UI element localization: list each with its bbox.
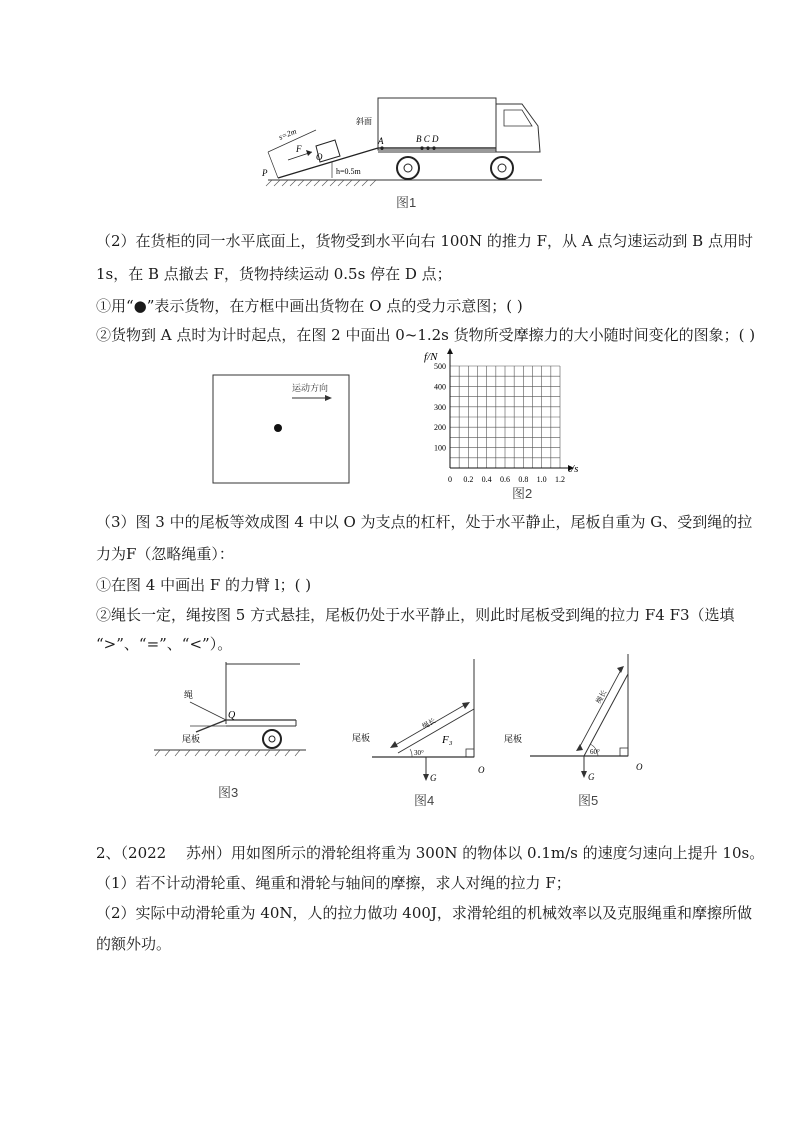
q-2-sub2: （2）实际中动滑轮重为 40N，人的拉力做功 400J，求滑轮组的机械效率以及克服绳重和摩擦所做 bbox=[96, 904, 752, 922]
figure-4-lever bbox=[348, 655, 498, 785]
y-tick-label: 400 bbox=[434, 382, 446, 392]
q3-item1: ①在图 4 中画出 F 的力臂 l；( ) bbox=[96, 576, 312, 594]
fig4-F-label: F₃ bbox=[442, 734, 453, 746]
fig4-caption: 图4 bbox=[414, 793, 435, 808]
fig1-label-O: O bbox=[316, 152, 323, 162]
x-tick-label: 0.6 bbox=[500, 475, 510, 484]
y-tick-label: 200 bbox=[434, 423, 446, 433]
q3-line1: （3）图 3 中的尾板等效成图 4 中以 O 为支点的杠杆，处于水平静止，尾板自重为 G、受到绳的拉 bbox=[96, 513, 753, 531]
fig4-G-label: G bbox=[430, 773, 437, 783]
figure-5-lever bbox=[500, 648, 650, 788]
x-tick-label: 0.8 bbox=[518, 475, 529, 484]
fig4-O-label: O bbox=[478, 765, 485, 775]
fig1-label-s: s=2m bbox=[277, 126, 298, 142]
fig5-O-label: O bbox=[636, 762, 643, 772]
q2-line1: （2）在货柜的同一水平底面上，货物受到水平向右 100N 的推力 F，从 A 点匀速运动到 B 点用时 bbox=[96, 232, 753, 250]
fig3-tail-label: 尾板 bbox=[182, 734, 201, 744]
fig5-tail-label: 尾板 bbox=[504, 734, 523, 744]
q2-item1: ①用“●”表示货物，在方框中画出货物在 O 点的受力示意图；( ) bbox=[96, 297, 523, 315]
fig4-tail-label: 尾板 bbox=[352, 733, 371, 743]
figure-2-grid-chart[interactable] bbox=[410, 340, 590, 498]
fig5-caption: 图5 bbox=[578, 793, 599, 808]
box-arrow-label: 运动方向 bbox=[292, 383, 329, 393]
fig5-angle-label: 60° bbox=[590, 748, 600, 756]
fig2-caption: 图2 bbox=[512, 486, 533, 501]
x-tick-label: 0.2 bbox=[463, 475, 474, 484]
q-2-sub2b: 的额外功。 bbox=[96, 935, 172, 953]
fig1-label-BCD: B C D bbox=[416, 134, 439, 144]
x-tick-label: 0 bbox=[448, 475, 452, 484]
q3-line2: 力为F（忽略绳重）： bbox=[96, 545, 234, 563]
force-diagram-box[interactable] bbox=[212, 374, 352, 486]
figure-1-truck bbox=[260, 90, 550, 190]
fig3-rope-label: 绳 bbox=[184, 690, 194, 700]
fig1-label-F: F bbox=[296, 144, 302, 154]
x-tick-label: 1.0 bbox=[536, 475, 547, 484]
q2-line2: 1s，在 B 点撤去 F，货物持续运动 0.5s 停在 D 点； bbox=[96, 265, 452, 283]
q3-item2b: “>”、“=”、“<”）。 bbox=[96, 635, 233, 653]
fig1-label-A: A bbox=[378, 136, 384, 146]
fig3-Q-label: Q bbox=[228, 710, 236, 721]
fig4-rope-label: 绳长 bbox=[421, 716, 438, 731]
y-tick-label: 300 bbox=[434, 402, 446, 412]
fig1-label-h: h=0.5m bbox=[336, 167, 361, 176]
figure-3-tailgate bbox=[150, 662, 310, 767]
fig5-G-label: G bbox=[588, 772, 595, 782]
fig4-angle-label: 30° bbox=[414, 749, 424, 757]
cargo-dot bbox=[274, 424, 282, 432]
fig2-ylabel: f/N bbox=[424, 351, 438, 363]
fig5-rope-label: 绳长 bbox=[594, 688, 609, 705]
fig1-caption: 图1 bbox=[396, 195, 417, 210]
fig3-caption: 图3 bbox=[218, 785, 239, 800]
q2-item2: ②货物到 A 点时为计时起点，在图 2 中面出 0~1.2s 货物所受摩擦力的大小随时间变化的图象；( ) bbox=[96, 326, 756, 344]
x-tick-label: 1.2 bbox=[555, 475, 565, 484]
y-tick-label: 100 bbox=[434, 443, 446, 453]
fig1-label-P: P bbox=[262, 168, 268, 178]
x-tick-label: 0.4 bbox=[481, 475, 492, 484]
q-2-line1: 2、（2022 苏州）用如图所示的滑轮组将重为 300N 的物体以 0.1m/s 的速度匀速向上提升 10s。 bbox=[96, 844, 765, 862]
q3-item2: ②绳长一定，绳按图 5 方式悬挂，尾板仍处于水平静止，则此时尾板受到绳的拉力 F4 F3（选填 bbox=[96, 606, 735, 624]
q-2-sub1: （1）若不计动滑轮重、绳重和滑轮与轴间的摩擦，求人对绳的拉力 F； bbox=[96, 874, 571, 892]
fig2-xlabel: t/s bbox=[568, 463, 579, 475]
fig1-label-slope: 斜面 bbox=[356, 117, 372, 126]
y-tick-label: 500 bbox=[434, 362, 446, 371]
